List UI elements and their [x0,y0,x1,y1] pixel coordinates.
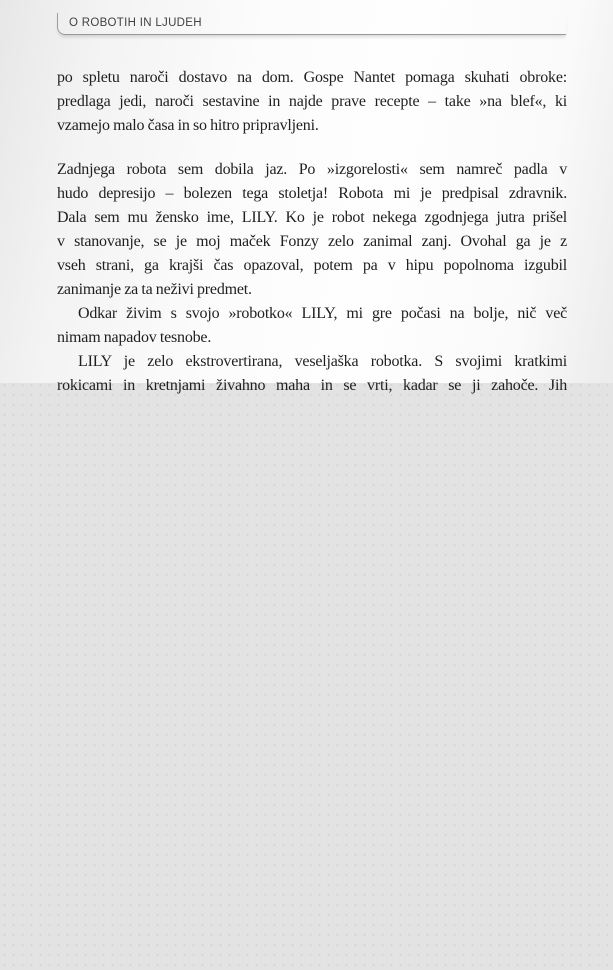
paragraph [57,66,567,138]
paragraph [57,350,567,398]
text-line: v stanovanje, se je moj maček Fonzy zelo zanimal zanj. Ovohal ga je z [57,233,567,250]
text-line: nimam napadov tesnobe. [57,329,212,346]
text-line-partial: rokicami in kretnjami živahno maha in se vrti, kadar se ji zahoče. Jih [57,377,567,394]
text-line: hudo depresijo – bolezen tega stoletja! Robota mi je predpisal zdravnik. [57,185,567,202]
text-line: vzamejo malo časa in so hitro pripravljeni. [57,117,319,134]
text-line: Odkar živim s svojo »robotko« LILY, mi gre počasi na bolje, nič več [78,305,567,322]
text-line: Zadnjega robota sem dobila jaz. Po »izgorelosti« sem namreč padla v [57,161,567,178]
text-line: predlaga jedi, naroči sestavine in najde prave recepte – take »na blef«, ki [57,93,567,110]
text-line: zanimanje za ta neživi predmet. [57,281,252,298]
paragraph [57,158,567,302]
text-line: vseh strani, ga krajši čas opazoval, potem pa v hipu popolnoma izgubil [57,257,567,274]
running-head-rule [57,13,566,35]
paragraph [57,302,567,350]
body-text [57,66,567,398]
text-line: po spletu naroči dostavo na dom. Gospe Nantet pomaga skuhati obroke: [57,69,567,86]
text-line: LILY je zelo ekstrovertirana, veseljaška robotka. S svojimi kratkimi [78,353,567,370]
running-head-title: O ROBOTIH IN LJUDEH [69,17,202,29]
text-line: Dala sem mu žensko ime, LILY. Ko je robot nekega zgodnjega jutra prišel [57,209,567,226]
book-page [0,0,613,394]
